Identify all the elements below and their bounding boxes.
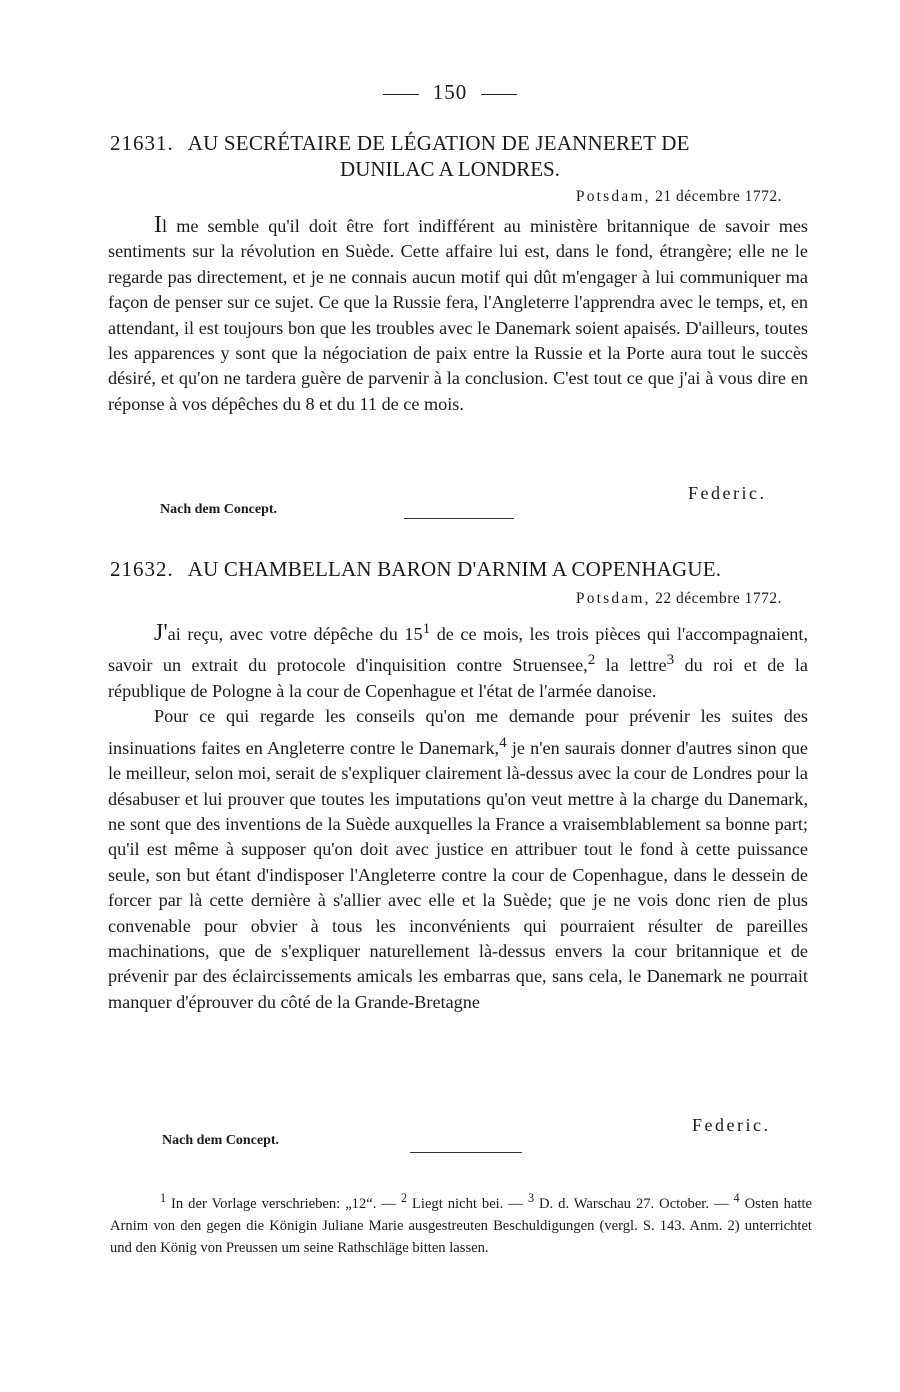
footnote-marker: 3	[527, 1191, 535, 1205]
letter-1-source: Nach dem Concept.	[160, 502, 278, 517]
letter-1-paragraph: Il me semble qu'il doit être fort indifférent au ministère britannique de savoir mes sentiments sur la révolution en Suède. Cette affaire lui est, dans le fond, étrangère; elle ne le regarde pas directement, et je ne connais aucun motif qui dût m'engager à lui communiquer ma façon de penser sur ce sujet. Ce que la Russie fera, l'Angleterre l'apprendra avec le temps, et, en attendant, il est toujours bon que les troubles avec le Danemark soient apaisés. D'ailleurs, toutes les apparences y sont que la négociation de paix entre la Russie et la Porte aura tout le succès désiré, et qu'on ne tardera guère de parvenir à la conclusion. C'est tout ce que j'ai à vous dire en réponse à vos dépêches du 8 et du 11 de ce mois.	[108, 212, 808, 414]
letter-1-heading	[110, 131, 690, 156]
letter-2-date-place: Potsdam,	[575, 590, 651, 607]
letter-1-date-place: Potsdam,	[575, 188, 651, 205]
letter-2-number: 21632.	[110, 557, 174, 581]
letter-1-heading-line1: AU SECRÉTAIRE DE LÉGATION DE JEANNERET DE	[187, 131, 690, 155]
letter-2-source: Nach dem Concept.	[162, 1133, 280, 1148]
footnote-2: Liegt nicht bei. —	[407, 1195, 528, 1212]
header-dash-left	[383, 94, 419, 95]
text-run: je n'en saurais donner d'autres sinon que le meilleur, selon moi, serait de s'expliquer clairement là-dessus avec la cour de Londres pour la désabuser et lui prouver que toutes les imputations qu'on veut mettre à la charge du Danemark, ne sont que des inventions de la Suède auxquelles la France a vraisemblablement sa bonne part; qu'il est même à supposer qu'on doit avec justice en attribuer tout le fond à cette puissance seule, son but étant d'indisposer l'Angleterre contre la cour de Copenhague, dans le dessein de forcer par là cette dernière à s'allier avec elle et la Suède; que je ne vois donc rien de plus convenable pour obvier à tous les inconvénients qui pourraient résulter de pareilles machinations, que de s'expliquer naturellement là-dessus envers la cour britannique et de prévenir par des éclaircissements amicals les embarras que, sans cela, le Danemark ne pourrait manquer d'éprouver du côté de la Grande-Bretagne	[108, 737, 808, 1012]
letter-2-date	[576, 590, 782, 608]
footnotes-text	[110, 1187, 812, 1259]
letter-2-date-text: 22 décembre 1772.	[655, 590, 782, 607]
letter-2-paragraph-1	[108, 616, 808, 704]
letter-2-paragraph-2	[108, 704, 808, 1015]
letter-1-heading-line2: DUNILAC A LONDRES.	[340, 157, 560, 181]
text-run: la lettre	[595, 655, 667, 676]
footnote-ref: 4	[499, 733, 507, 751]
footnote-ref: 1	[422, 620, 431, 637]
text-run: Pour ce qui regarde les conseils qu'on me demande pour prévenir les suites des insinuations faites en Angleterre contre le Danemark,	[108, 706, 808, 758]
letter-1-body	[108, 213, 808, 417]
letter-1-date-text: 21 décembre 1772.	[655, 188, 782, 205]
page-header	[0, 80, 900, 105]
text-run: J'ai reçu, avec votre dépêche du 15	[154, 620, 423, 647]
letter-1-date	[576, 188, 782, 206]
text-run: du roi et de la république de Pologne à la cour de Copenhague et l'état de l'armée danoise.	[108, 655, 808, 701]
footnote-marker: 1	[160, 1191, 167, 1205]
footnote-4: Osten hatte Arnim von den gegen die Königin Juliane Marie ausgestreuten Beschuldigungen (vergl. S. 143. Anm. 2) unterrichtet und den König von Preussen um seine Rathschläge bitten lassen.	[110, 1195, 812, 1256]
footnote-1: In der Vorlage verschrieben: „12“. —	[166, 1195, 401, 1212]
footnote-marker: 2	[400, 1191, 408, 1205]
letter-2-rule	[410, 1152, 522, 1153]
footnote-ref: 2	[587, 651, 596, 669]
letter-2-heading-text: AU CHAMBELLAN BARON D'ARNIM A COPENHAGUE.	[187, 557, 722, 581]
letter-2-body	[108, 616, 808, 1015]
header-dash-right	[481, 94, 517, 95]
footnotes	[110, 1187, 812, 1259]
page-number: 150	[432, 80, 468, 104]
letter-1-signature: Federic.	[688, 483, 767, 503]
footnote-marker: 4	[733, 1191, 740, 1205]
footnote-ref: 3	[666, 651, 675, 669]
letter-1-rule	[404, 518, 514, 519]
text-run: de ce mois, les trois pièces qui l'accompagnaient, savoir un extrait du protocole d'inquisition contre Struensee,	[108, 624, 808, 676]
letter-2-heading	[110, 557, 721, 582]
letter-1-number: 21631.	[110, 131, 174, 155]
letter-2-signature: Federic.	[692, 1115, 771, 1135]
footnote-3: D. d. Warschau 27. October. —	[534, 1195, 734, 1212]
